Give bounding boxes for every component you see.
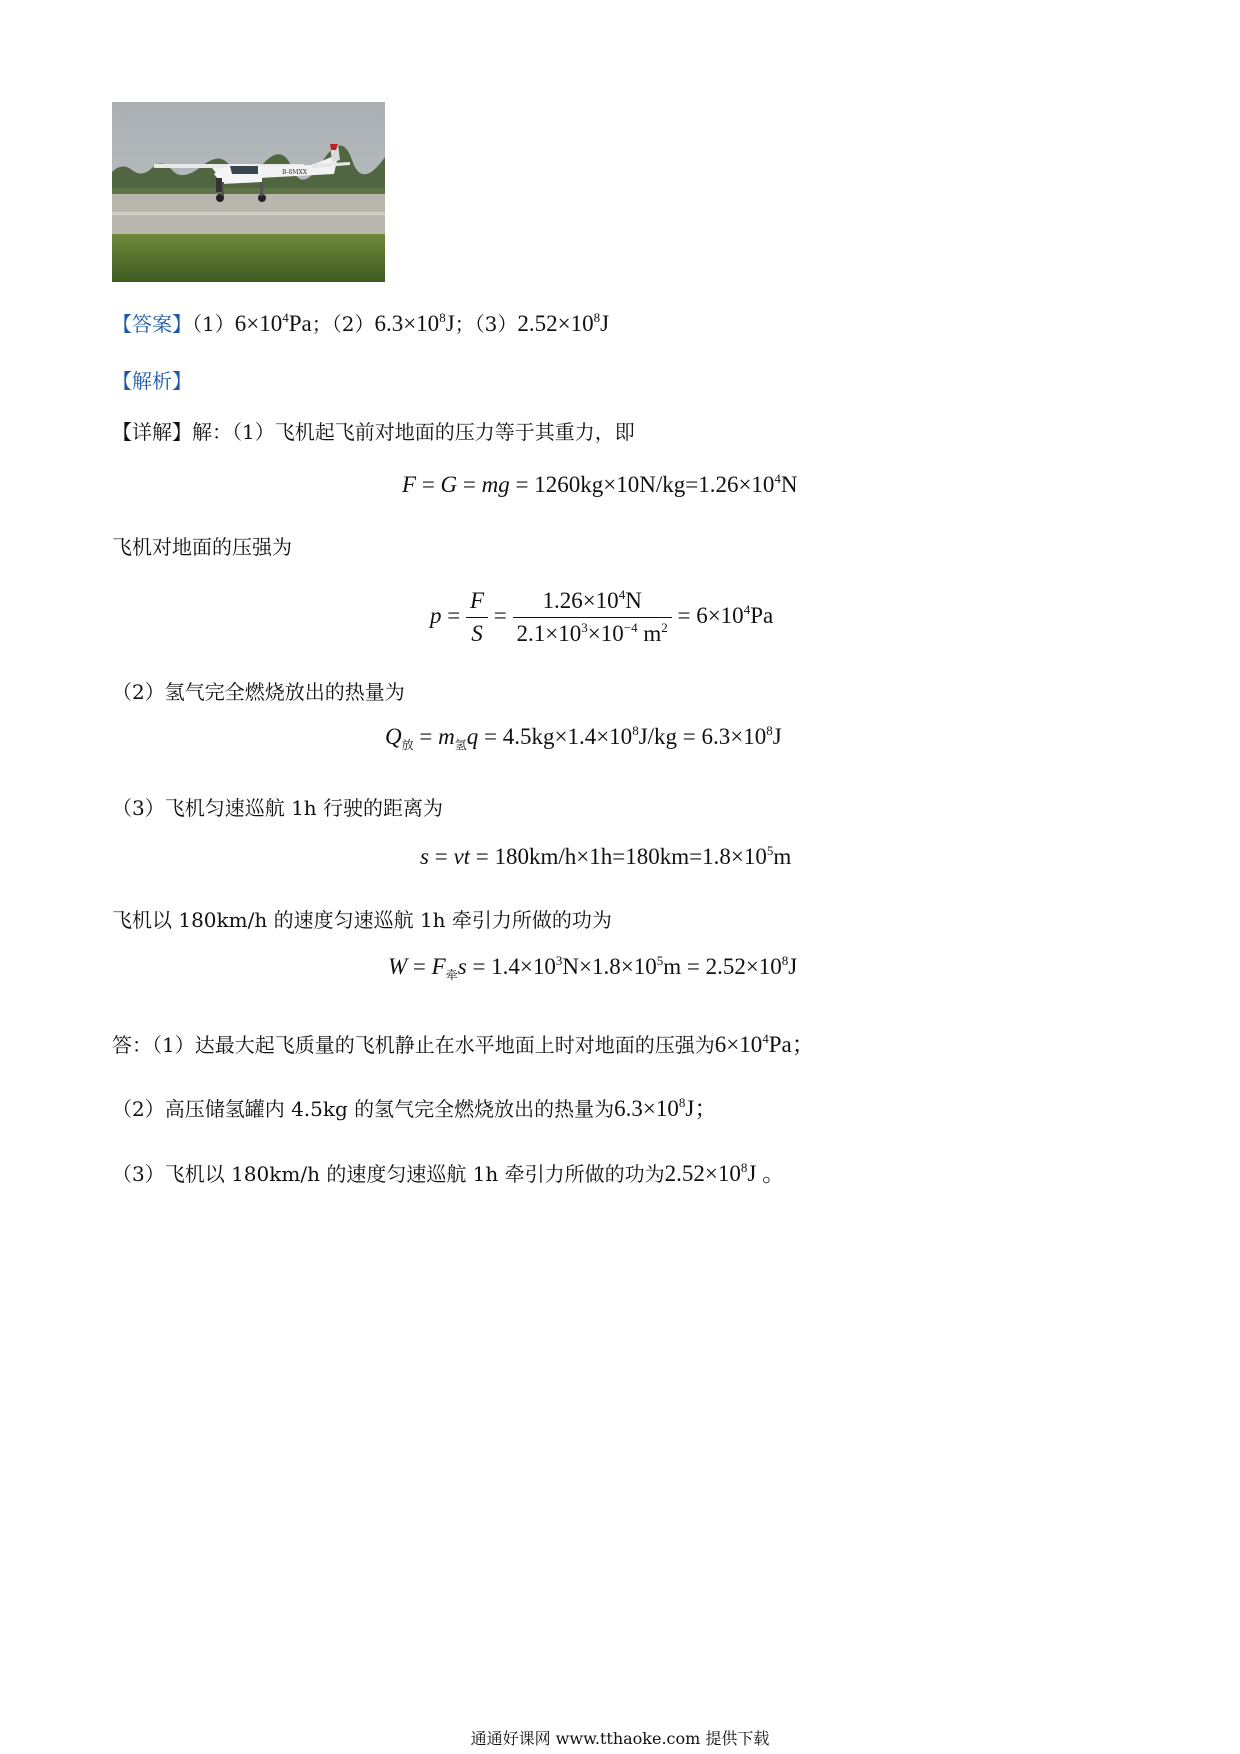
- answer-tag: 【答案】: [112, 312, 192, 336]
- conclusion-1: 答：（1）达最大起飞质量的飞机静止在水平地面上时对地面的压强为$6\times 10^4Pa$；: [112, 1031, 815, 1057]
- detail-intro-line: [112, 416, 635, 445]
- airplane-photo: [112, 102, 385, 282]
- answer-sep2: ；（3）: [454, 312, 518, 336]
- text-work: 飞机以 180km/h 的速度匀速巡航 1h 牵引力所做的功为: [112, 908, 612, 932]
- equation-work: $W = F_牵s = 1.4\times 10^3N\times 1.8\times 10^5m = 2.52\times 10^8J$: [388, 953, 798, 982]
- answer-p3-value: $2.52\times 10^8J$: [517, 310, 610, 336]
- answer-p2-value: $6.3\times 10^8J$: [374, 310, 455, 336]
- equation-heat: $Q_放 = m_氢q = 4.5kg\times 1.4\times 10^8J/kg = 6.3\times 10^8J$: [385, 723, 782, 752]
- answer-p1-value: $6\times 10^4Pa$: [234, 310, 312, 336]
- detail-tag: 【详解】: [112, 420, 192, 444]
- answer-sep1: ；（2）: [311, 312, 375, 336]
- equation-force: F = G = mg = $1260kg\times 10N/kg=1.26\times 10^4N$: [402, 471, 798, 497]
- svg-text:B-8MXX: B-8MXX: [282, 169, 308, 176]
- equation-pressure: p = $\frac{F}{S}$ = $\frac{1.26\times 10^4N}{2.1\times 10^3\times 10^{-4} m^2}$ = $6\times 10^4Pa$: [430, 587, 774, 646]
- text-heat: （2）氢气完全燃烧放出的热量为: [112, 680, 405, 704]
- conclusion-3: （3）飞机以 180km/h 的速度匀速巡航 1h 牵引力所做的功为$2.52\times 10^8J$ 。: [112, 1160, 786, 1186]
- fraction-F-over-S: $\frac{F}{S}$: [466, 588, 488, 647]
- conclusion-2: （2）高压储氢罐内 4.5kg 的氢气完全燃烧放出的热量为$6.3\times 10^8J$；: [112, 1095, 718, 1121]
- analysis-tag: 【解析】: [112, 369, 192, 393]
- text-distance: （3）飞机匀速巡航 1h 行驶的距离为: [112, 796, 444, 820]
- fraction-values: $\frac{1.26\times 10^4N}{2.1\times 10^3\times 10^{-4} m^2}$: [513, 588, 672, 647]
- answer-line: [112, 308, 609, 337]
- equation-distance: s = vt = $180km/h\times 1h=180km=1.8\times 10^5m$: [420, 843, 792, 869]
- answer-p1-label: （1）: [192, 312, 235, 336]
- detail-intro: 解：（1）飞机起飞前对地面的压力等于其重力，即: [192, 420, 635, 444]
- text-pressure: 飞机对地面的压强为: [112, 535, 292, 559]
- page-footer: 通通好课网 www.tthaoke.com 提供下载: [470, 1729, 770, 1748]
